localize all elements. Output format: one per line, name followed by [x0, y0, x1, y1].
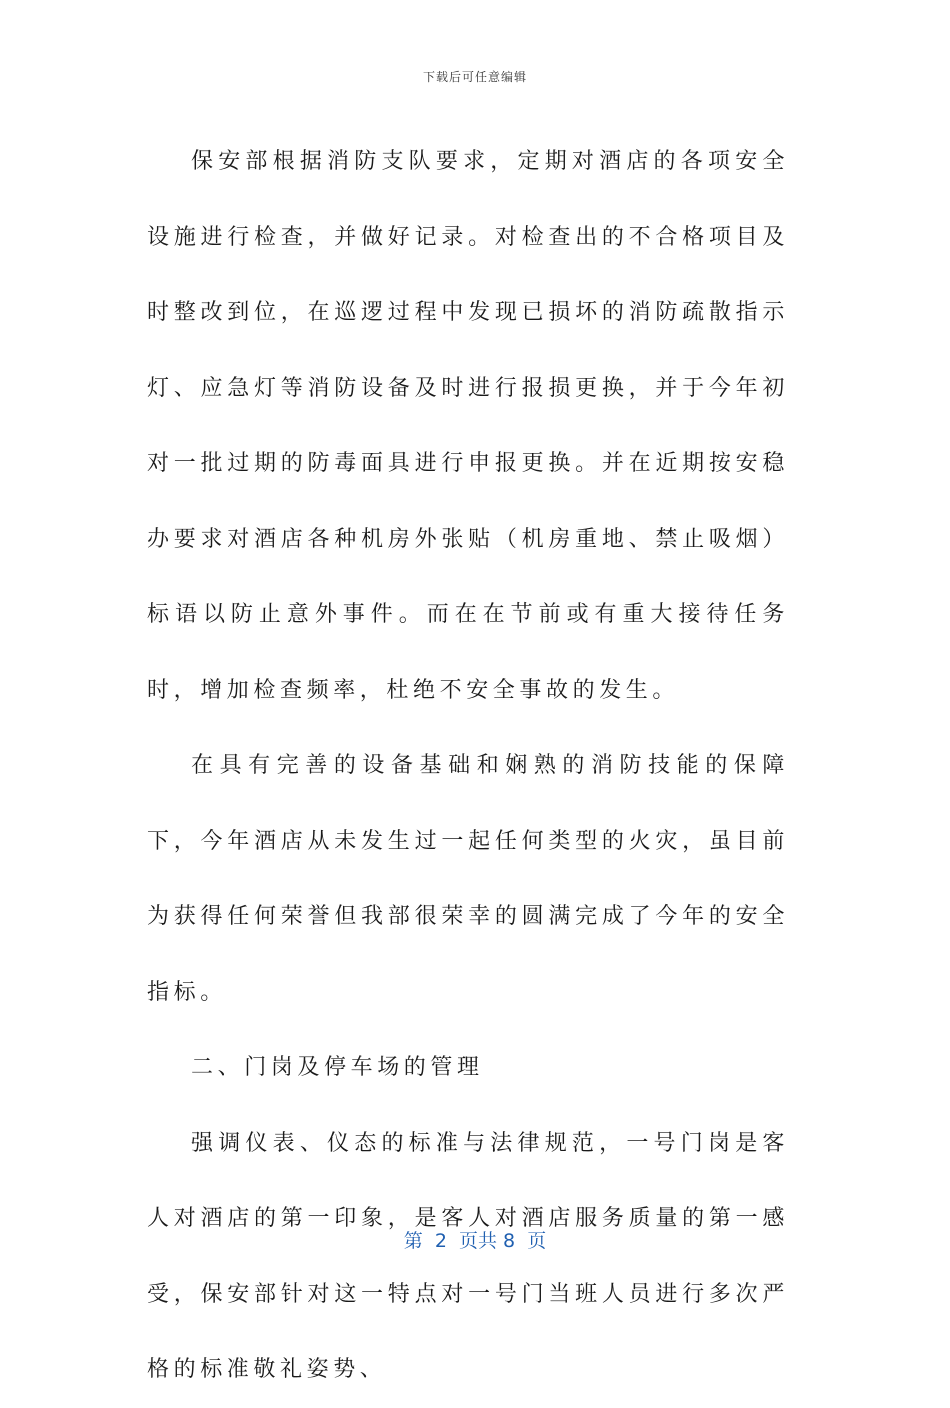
paragraph: 强调仪表、仪态的标准与法律规范，一号门岗是客人对酒店的第一印象，是客人对酒店服务质量的第一感受，保安部针对这一特点对一号门当班人员进行多次严格的标准敬礼姿势、: [147, 1130, 789, 1382]
document-body: [147, 124, 789, 1408]
paragraph: 在具有完善的设备基础和娴熟的消防技能的保障下，今年酒店从未发生过一起任何类型的火灾，虽目前为获得任何荣誉但我部很荣幸的圆满完成了今年的安全指标。: [147, 753, 789, 1005]
page-number: 第 2 页共 8 页: [403, 1230, 547, 1252]
section-heading: 二、门岗及停车场的管理: [191, 1055, 484, 1080]
paragraph: 保安部根据消防支队要求，定期对酒店的各项安全设施进行检查，并做好记录。对检查出的不合格项目及时整改到位，在巡逻过程中发现已损坏的消防疏散指示灯、应急灯等消防设备及时进行报损更换，并于今年初对一批过期的防毒面具进行申报更换。并在近期按安稳办要求对酒店各种机房外张贴（机房重地、禁止吸烟）标语以防止意外事件。而在在节前或有重大接待任务时，增加检查频率，杜绝不安全事故的发生。: [147, 149, 789, 703]
header-note: 下载后可任意编辑: [422, 70, 527, 84]
